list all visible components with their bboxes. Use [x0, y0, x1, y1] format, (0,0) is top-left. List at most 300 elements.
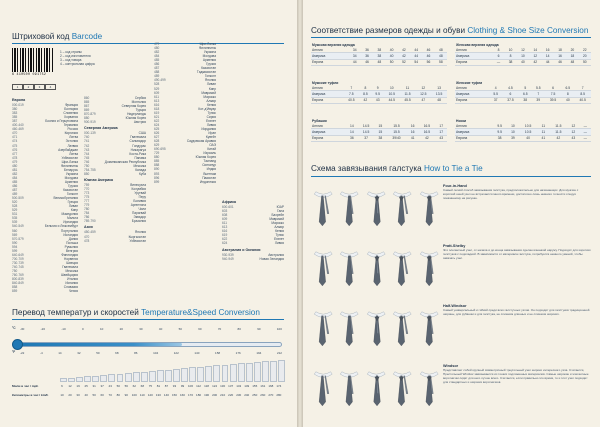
size-cell: 42 — [418, 135, 435, 141]
country-code: 613 — [222, 225, 228, 230]
thermometer — [12, 335, 284, 351]
size-cell: 48 — [435, 53, 447, 59]
country-code: 885 — [154, 159, 160, 164]
size-cell: 40 — [385, 53, 397, 59]
size-cell: 4 — [489, 85, 502, 91]
mph-value: 168 — [268, 384, 274, 388]
size-cell: 6 — [502, 91, 519, 97]
size-cell: Америка — [311, 129, 346, 135]
kmh-value: 140 — [163, 393, 169, 397]
temperature-title — [12, 308, 260, 317]
country-name: Никарагуа — [130, 147, 146, 152]
country-code: 890 — [154, 167, 160, 172]
country-name: Словакия — [63, 285, 78, 290]
country-code: 482 — [154, 50, 160, 55]
country-code: 385 — [12, 115, 18, 120]
size-cell: 38 — [373, 47, 385, 53]
country-code: 690-695 — [154, 147, 166, 152]
size-cell: 14 — [346, 123, 357, 129]
size-cell: 11.5 — [400, 91, 416, 97]
speed-bar — [238, 363, 245, 382]
size-cell: 36 — [361, 53, 373, 59]
country-code: 745 — [84, 155, 90, 160]
country-name: Австрия — [133, 120, 146, 125]
mph-value: 68 — [140, 384, 144, 388]
tie-step — [311, 364, 335, 412]
country-name: США — [138, 131, 146, 136]
fahrenheit-tick: 158 — [215, 351, 221, 355]
kmh-value: 130 — [155, 393, 161, 397]
size-cell: 9.5 — [493, 123, 507, 129]
kmh-value: 50 — [92, 393, 96, 397]
country-code: 485 — [154, 58, 160, 63]
size-cell: 38 — [373, 53, 385, 59]
country-name: Ливан — [68, 204, 78, 209]
country-name: Грузия — [206, 62, 216, 67]
size-cell: 10.5 — [384, 91, 400, 97]
country-code: 531 — [12, 212, 18, 217]
size-cell: 13 — [431, 85, 447, 91]
size-cell: 34 — [349, 47, 361, 53]
size-cell: 44 — [541, 59, 553, 65]
south-america-heading: Южная Америка — [84, 177, 114, 182]
size-cell: 43 — [372, 97, 384, 103]
size-cell: 50 — [579, 59, 591, 65]
country-code: 800-839 — [12, 277, 24, 282]
mph-value: 161 — [260, 384, 266, 388]
tie-row — [311, 304, 441, 352]
size-table-row — [455, 135, 591, 141]
country-code: 000-139 — [84, 131, 96, 136]
size-cell: 12 — [517, 47, 529, 53]
country-name: Гонконг — [204, 74, 216, 79]
country-code: 608 — [222, 213, 228, 218]
size-table-heading: Носки — [456, 118, 467, 123]
size-cell: 42 — [529, 59, 541, 65]
tie-step-icon — [364, 304, 388, 352]
size-cell: Европа — [455, 59, 493, 65]
barcode-legend-item: 1 – код страны — [60, 50, 82, 54]
country-name: Маврикий — [201, 90, 216, 95]
size-cell: 20 — [579, 53, 591, 59]
tie-step-icon — [390, 244, 414, 292]
kmh-value: 160 — [179, 393, 185, 397]
size-cell: 16.5 — [418, 123, 435, 129]
country-name: ОАЭ — [209, 143, 216, 148]
country-name: Бахрейн — [271, 213, 284, 218]
country-name: Австралия — [268, 252, 284, 257]
size-cell: 43 — [435, 135, 447, 141]
size-cell: 46 — [422, 47, 434, 53]
country-code: 594 — [12, 244, 18, 249]
kmh-value: 70 — [108, 393, 112, 397]
country-code: 784 — [84, 211, 90, 216]
country-code: 880 — [84, 116, 90, 121]
celsius-tick: 10 — [99, 327, 104, 331]
mph-value: 149 — [244, 384, 250, 388]
country-name: Армения — [64, 179, 78, 184]
south-america-list — [84, 183, 146, 223]
size-cell: 10 — [384, 85, 400, 91]
kmh-values — [58, 393, 283, 397]
womens-shoes-table — [455, 80, 591, 104]
country-name: Мексика — [65, 268, 78, 273]
country-name: Ливия — [274, 241, 284, 246]
kmh-value: 110 — [139, 393, 145, 397]
celsius-tick: 100 — [276, 327, 282, 331]
tie-step-icon — [337, 184, 361, 232]
celsius-tick: 0 — [81, 327, 84, 331]
country-code: 729 — [154, 151, 160, 156]
country-code: 481 — [12, 167, 18, 172]
tie-knot-text: Представляет собой крупный симметричный треугольный узел широко интересного узла. Считается, Престольный Windsor завязывается из тонких подложенных материалов. Самые широкие и элегантные воротнички сидят для него лучше всего. Считается, если правильно это время, то и этот узел подходит для стандартных и широких воротничков. — [443, 368, 589, 384]
country-name: Венгрия — [65, 248, 78, 253]
tie-step-icon — [417, 244, 441, 292]
country-name: Индонезия — [199, 179, 216, 184]
country-code: 888 — [154, 163, 160, 168]
country-name: Перу — [138, 195, 146, 200]
country-name: Таджикистан — [196, 70, 216, 75]
size-cell: 16 — [407, 123, 418, 129]
country-name: Гана — [277, 209, 284, 214]
country-code: 880 — [154, 155, 160, 160]
speed-bar — [197, 367, 204, 382]
size-cell: 40.5 — [343, 97, 359, 103]
country-code-row — [154, 180, 216, 184]
speed-bar — [189, 367, 196, 382]
country-name: Кения — [275, 229, 284, 234]
size-cell: 14 — [541, 53, 553, 59]
tie-step — [364, 244, 388, 292]
mph-value: 75 — [148, 384, 153, 388]
mph-value: 112 — [196, 384, 201, 388]
country-code: 743 — [84, 147, 90, 152]
country-name: Алжир — [206, 98, 216, 103]
mph-value: 37 — [100, 384, 104, 388]
country-code: 535 — [12, 216, 18, 221]
tie-step — [390, 244, 414, 292]
country-name: Кот-д'Ивуар — [198, 106, 216, 111]
country-code: 590 — [12, 240, 18, 245]
kmh-value: 60 — [100, 393, 104, 397]
country-code: 750 — [12, 268, 18, 273]
size-cell: 44 — [410, 47, 422, 53]
temperature-title-ru: Перевод температур и скоростей — [12, 308, 139, 317]
country-column-1 — [12, 96, 78, 293]
speed-bar — [125, 373, 132, 382]
barcode-title-ru: Штриховой код — [12, 32, 70, 41]
country-code: 540-549 — [12, 224, 24, 229]
country-code: 850 — [84, 171, 90, 176]
speed-bar — [149, 371, 156, 382]
country-code-row — [84, 219, 146, 223]
country-name: Великобритания — [53, 196, 78, 201]
speed-bar — [92, 376, 99, 382]
speed-bar — [133, 372, 140, 382]
country-name: Швеция — [66, 260, 78, 265]
country-name: Греция — [67, 200, 78, 205]
country-name: Норвегия — [64, 256, 78, 261]
fahrenheit-tick: 122 — [173, 351, 179, 355]
country-code: 742 — [84, 143, 90, 148]
size-cell: Англия — [311, 47, 349, 53]
tie-knot-description — [443, 304, 591, 317]
country-name: Хорватия — [64, 115, 78, 120]
country-code: 520 — [12, 200, 18, 205]
country-code: 870-879 — [84, 112, 96, 117]
tie-step — [311, 244, 335, 292]
tie-step — [364, 184, 388, 232]
mph-row — [12, 384, 283, 388]
size-cell: Англия — [455, 85, 489, 91]
fahrenheit-tick: 14 — [58, 351, 62, 355]
fahrenheit-tick: 32 — [77, 351, 81, 355]
size-cell: 12.5 — [415, 91, 431, 97]
size-cell: 38 — [375, 135, 386, 141]
country-code: 476 — [12, 147, 18, 152]
country-code: 893 — [154, 171, 160, 176]
tie-step — [417, 184, 441, 232]
mph-value: 130 — [220, 384, 226, 388]
mph-value: 31 — [92, 384, 96, 388]
country-name: Финляндия — [61, 252, 78, 257]
country-name: Нидерланды — [127, 112, 146, 117]
north-america-heading: Северная Америка — [84, 126, 118, 131]
mph-value: 155 — [252, 384, 258, 388]
country-code: 611 — [222, 221, 228, 226]
speed-bar — [84, 376, 91, 382]
country-name: Эстония — [65, 139, 78, 144]
kmh-value: 120 — [147, 393, 153, 397]
tie-step — [364, 364, 388, 412]
australia-list — [222, 253, 284, 261]
country-code: 900-919 — [84, 120, 96, 125]
country-code: 487 — [12, 188, 18, 193]
country-name: Португалия — [60, 228, 78, 233]
size-cell: 5.5 — [532, 85, 545, 91]
country-code: 470 — [12, 131, 18, 136]
size-cell: 7 — [574, 85, 591, 91]
country-code: 478 — [12, 155, 18, 160]
country-name: Италия — [67, 277, 78, 282]
speed-bar — [157, 370, 164, 382]
size-cell: 40 — [385, 47, 397, 53]
country-code: 475 — [12, 143, 18, 148]
kmh-value: 270 — [268, 393, 274, 397]
tie-step — [417, 304, 441, 352]
size-cell: Европа — [455, 97, 489, 103]
barcode-digits: 6 410500 091752 — [12, 72, 47, 76]
size-cell: — — [493, 59, 505, 65]
kmh-value: 20 — [68, 393, 72, 397]
fahrenheit-tick: 86 — [134, 351, 138, 355]
north-america-list — [84, 131, 146, 176]
size-cell: 46 — [554, 59, 566, 65]
size-cell: 12 — [567, 129, 579, 135]
size-cell: — — [579, 123, 591, 129]
speed-bar — [165, 370, 172, 383]
europe-list — [12, 103, 78, 293]
size-cell: 15.5 — [386, 129, 407, 135]
country-name: Тунис — [207, 110, 216, 115]
size-cell: 6 — [493, 53, 505, 59]
country-code: 616 — [154, 102, 160, 107]
country-code: 775 — [84, 195, 90, 200]
country-code: 621 — [154, 114, 160, 119]
europe-heading: Европа — [12, 98, 26, 102]
tie-row — [311, 184, 441, 232]
tie-step — [337, 244, 361, 292]
mph-value: 6 — [61, 384, 63, 388]
size-cell: 11.5 — [550, 129, 568, 135]
country-code: 478 — [84, 238, 90, 243]
size-cell: 54 — [410, 59, 422, 65]
size-cell: 42 — [398, 47, 410, 53]
size-cell: 11 — [537, 129, 549, 135]
country-code: 500-509 — [12, 196, 24, 201]
size-cell: 8.5 — [359, 91, 371, 97]
country-name: Турция — [135, 108, 146, 113]
country-name: Шри-Ланка — [199, 42, 216, 46]
size-cell: 40 — [519, 135, 537, 141]
size-table-heading: Женские туфли — [456, 80, 483, 85]
mph-value: 62 — [132, 384, 136, 388]
country-code: 616 — [222, 229, 228, 234]
fahrenheit-tick: 140 — [194, 351, 200, 355]
country-code: 529 — [12, 208, 18, 213]
tie-title-ru: Схема завязывания галстука — [311, 164, 422, 173]
country-name: Исландия — [63, 232, 78, 237]
tie-step-icon — [311, 304, 335, 352]
size-cell: 39/40 — [386, 135, 407, 141]
country-code: 770 — [84, 186, 90, 191]
country-name: Молдова — [202, 54, 216, 59]
size-cell: 6.5 — [561, 85, 574, 91]
size-cell: 10 — [517, 53, 529, 59]
size-cell: 7.5 — [545, 91, 562, 97]
size-cell: Англия — [311, 123, 346, 129]
mph-value: 12 — [68, 384, 72, 388]
size-cell: 15 — [375, 129, 386, 135]
size-cell: 11 — [537, 123, 549, 129]
celsius-tick: -20 — [40, 327, 45, 331]
country-code: 896 — [154, 175, 160, 180]
size-cell: 16.5 — [418, 129, 435, 135]
left-page — [0, 0, 297, 427]
size-cell: 16 — [407, 129, 418, 135]
country-name: Вьетнам — [203, 171, 216, 176]
tie-step — [417, 244, 441, 292]
country-name: Саудовская Аравия — [186, 139, 216, 144]
asia-list — [84, 230, 146, 242]
country-code-row — [84, 172, 146, 176]
country-code: 400-440 — [12, 123, 24, 128]
celsius-ticks — [20, 327, 282, 331]
celsius-tick: 90 — [257, 327, 261, 331]
fahrenheit-tick: 50 — [96, 351, 100, 355]
country-name: Армения — [202, 58, 216, 63]
tie-title-en: How to Tie a Tie — [423, 164, 483, 173]
country-code: 486 — [12, 183, 18, 188]
kmh-value: 210 — [220, 393, 226, 397]
country-name: Босния и Герцеговина — [45, 119, 78, 124]
country-name: Литва — [69, 135, 78, 140]
country-column-2 — [84, 96, 146, 243]
kmh-value: 260 — [260, 393, 266, 397]
country-name: Марокко — [271, 221, 284, 226]
mph-value: 143 — [236, 384, 242, 388]
country-name: Казахстан — [63, 188, 78, 193]
country-name: Латвия — [67, 143, 78, 148]
size-cell: 22 — [579, 47, 591, 53]
temperature-title-en: Temperature&Speed Conversion — [141, 308, 260, 317]
size-cell: 47 — [415, 97, 431, 103]
speed-bar — [68, 378, 75, 382]
country-name: Беларусь — [64, 167, 78, 172]
country-name: Иордания — [201, 126, 216, 131]
speed-bar — [278, 360, 285, 382]
country-code: 628 — [154, 139, 160, 144]
speed-bar — [60, 378, 67, 382]
size-table-heading: Мужская верхняя одежда — [312, 42, 355, 47]
country-code: 570-579 — [12, 236, 24, 241]
barcode-legend — [60, 50, 95, 66]
country-code: 779 — [84, 203, 90, 208]
country-code: 387 — [12, 119, 18, 124]
celsius-tick: -30 — [20, 327, 25, 331]
country-name: Украина — [65, 171, 78, 176]
country-code: 380 — [12, 107, 18, 112]
country-name: Швейцария — [60, 273, 78, 278]
country-code: 474 — [12, 139, 18, 144]
country-name: Бельгия и Люксембург — [44, 224, 78, 229]
size-cell: 7.5 — [343, 91, 359, 97]
size-cell: — — [579, 129, 591, 135]
country-code: 609 — [154, 90, 160, 95]
size-cell: Европа — [311, 97, 343, 103]
country-code: 484 — [154, 54, 160, 59]
country-name: Болгария — [64, 107, 78, 112]
country-name: Румыния — [64, 244, 78, 249]
size-cell: Англия — [311, 85, 343, 91]
tie-step — [337, 304, 361, 352]
country-code: 470 — [84, 234, 90, 239]
country-code: 529 — [154, 86, 160, 91]
country-code: 480 — [154, 46, 160, 51]
country-name: Гондурас — [132, 143, 146, 148]
fahrenheit-tick: 68 — [115, 351, 119, 355]
asia-middle-list — [154, 42, 216, 184]
size-cell: 41 — [537, 135, 549, 141]
europe2-list — [84, 96, 146, 124]
country-name: Северная Корея — [121, 104, 146, 109]
barcode-title — [12, 32, 102, 41]
country-name: Маврикий — [269, 217, 284, 222]
size-cell: 38 — [493, 135, 507, 141]
size-cell: 10 — [507, 129, 519, 135]
country-code: 603 — [222, 209, 228, 214]
size-cell: 16 — [541, 47, 553, 53]
country-code-row — [12, 289, 78, 293]
tie-step-icon — [390, 304, 414, 352]
country-name: Германия — [63, 123, 78, 128]
mph-values — [58, 384, 283, 388]
size-cell: 10 — [504, 47, 516, 53]
country-code: 618 — [154, 106, 160, 111]
country-name: Кыргызстан — [128, 234, 146, 239]
size-cell: 37.5 — [502, 97, 519, 103]
size-cell: 12 — [415, 85, 431, 91]
